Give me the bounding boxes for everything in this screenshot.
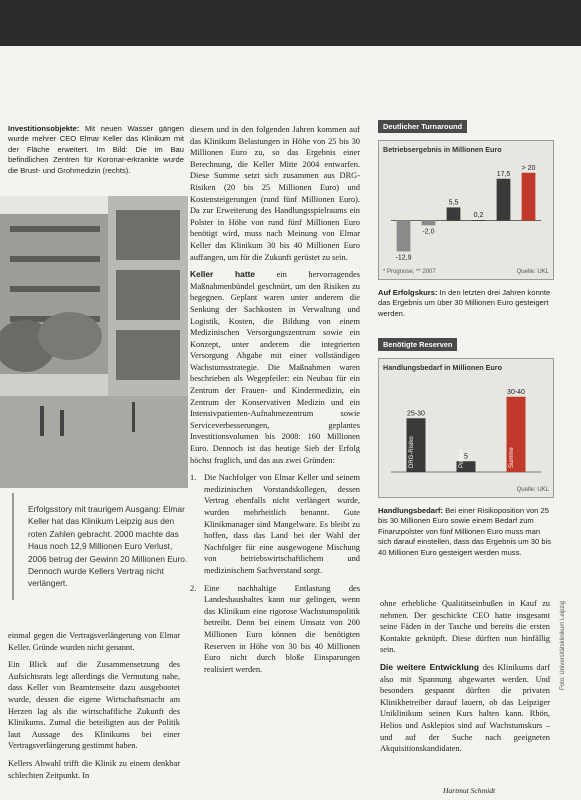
chart-data-label: 30-40	[507, 388, 525, 396]
list-number: 2.	[190, 583, 197, 593]
list-text: Eine nachhaltige Entlastung des Landeshaushaltes kann nur gelingen, wenn das Klinikum eine rigorose Wachstumspolitik betreibt. Denn bei einem Umsatz von 200 Millionen Euro können die benötigten Reserven in Höhe von 30 bis 40 Millionen Euro nicht durch bloße Einsparungen realisiert werden.	[204, 583, 360, 674]
caption-text: Mit neuen Wasser gängen wurde mehrer CEO Elmar Keller das Klinikum mit der Fläche erweitert. Im Bild: Die im Bau befindlichen Zentren für Koronar-erkrankte wurde die Brust- und Grohmedizin (rechts).	[8, 124, 184, 175]
chart-category-label: Summe	[509, 447, 515, 468]
chart-data-label: 5	[464, 453, 468, 461]
chart-bar	[497, 179, 511, 221]
paragraph-entwicklung	[380, 662, 550, 755]
caption-lead: Handlungsbedarf:	[378, 506, 443, 515]
chart-turnaround	[383, 154, 549, 264]
chart-footnote: * Prognose; ** 2007	[383, 269, 436, 275]
column-1-bottom	[8, 630, 180, 787]
box-heading: Benötigte Reserven	[378, 338, 457, 351]
chart-data-label: 5,5	[448, 199, 459, 207]
paragraph: Ein Blick auf die Zusammensetzung des Aufsichtsrats legt allerdings die Vermutung nahe, dass Keller von Beamtenseite dazu ausgebootet wurde, dessen die eigene Wirtschaftsmacht am Herzen lag als die wirtschaftliche Zukunft des Klinikums. Zumal die beteiligten aus der Politik laut Aussage des Klinikums bei einer Vertragsverlängerung gestimmt haben.	[8, 660, 180, 751]
paragraph-keller	[190, 269, 360, 466]
chart-bar	[447, 207, 461, 220]
caption-text: Bei einer Risikoposition von 25 bis 30 Millionen Euro sowie einem Bedarf zum Finanzpolster von fünf Millionen Euro muss man sich darauf einstellen, dass das Ergebnis um 30 bis 40 Millionen Euro gesteigert werden muss.	[378, 506, 552, 557]
chart-bar	[422, 221, 436, 226]
chart-source: Quelle: UKL	[516, 269, 549, 275]
chart-data-label: -2,0	[422, 228, 435, 236]
list-number: 1.	[190, 473, 197, 483]
box-heading: Deutlicher Turnaround	[378, 120, 467, 133]
building-illustration	[0, 196, 188, 488]
pull-quote: Erfolgsstory mit traurigem Ausgang: Elmar Keller hat das Klinikum Leipzig aus den roten Zahlen gebracht. 2000 machte das Haus noch 12,9 Millionen Euro Verlust, 2006 betrug der Gewinn 20 Millionen Euro. Dennoch wurde Kellers Vertrag nicht verlängert.	[12, 493, 202, 600]
box-caption	[378, 506, 554, 558]
list-item	[190, 472, 360, 576]
photo-credit: Foto: Universitätsklinikum Leipzig	[560, 600, 566, 690]
chart-data-label: 0,2	[473, 212, 484, 220]
paragraph: einmal gegen die Vertragsverlängerung von Elmar Keller. Gründe wurden nicht genannt.	[8, 631, 180, 652]
column-2	[190, 124, 360, 681]
paragraph-lead: Die weitere Entwicklung	[380, 661, 480, 672]
caption-lead: Investitionsobjekte:	[8, 124, 80, 133]
chart-data-label: -12,9	[395, 254, 412, 262]
box-caption	[378, 288, 554, 319]
chart-bar	[472, 220, 486, 221]
author-name: Hartmut Schmidt	[443, 786, 496, 795]
hospital-photo	[0, 196, 188, 488]
chart-category-label: Polster	[459, 449, 465, 468]
chart-title: Betriebsergebnis in Millionen Euro	[383, 145, 502, 154]
caption-lead: Auf Erfolgskurs:	[378, 288, 438, 297]
chart-category-label: DRG-Risiko	[409, 436, 415, 468]
paragraph-lead: Keller hatte	[190, 269, 256, 280]
chart-bar	[397, 221, 411, 252]
list-item	[190, 583, 360, 676]
column-3-text	[380, 598, 550, 761]
list-text: Die Nachfolger von Elmar Keller und seinem medizinischen Vorstandskollegen, dessen Vertrag ebenfalls nicht verlängert wurde, wurden mehrheitlich benannt. Gute Klinikmanager sind Mangelware. Es bleibt zu hoffen, dass das Land bei der Wahl der Nachfolger für eine ausgewogene Mischung von betriebswirtschaftlichem und medizinischem Sachverstand sorgt.	[204, 473, 360, 575]
chart-data-label: 25-30	[407, 410, 425, 418]
chart-reserves	[383, 372, 549, 482]
chart-box-reserves	[378, 334, 554, 558]
header-bar	[0, 0, 581, 46]
chart-source: Quelle: UKL	[516, 487, 549, 493]
paragraph-text: ein hervorragendes Maßnahmenbündel geschnürt, um den Risiken zu begegnen. Geplant waren unter anderem die Senkung der Sachkosten in Verwaltung und Logistik, Kosten, die Bildung von einem Medizinischen Versorgungszentrum sowie ein Konzept, unter anderem die integrierten Versorgung Abgabe mit einer vollständigen Wachstumsstrategie. Die Maßnahmen waren beschrieben als Wegepfeiler: ein Neubau für ein Zentrum der Frauen- und Kindermedizin, ein Zentrum der Konservativen Medizin und ein Intensivpatienten-Aufnahmezentrum sowie Serviceverbesserungen, geplantes Investitionsvolumen bis 2008: 160 Millionen Euro. Dennoch ist das heutige Sieb der Erfolg höchst fraglich, und das aus zwei Gründen:	[190, 270, 360, 465]
chart-box-turnaround	[378, 116, 554, 319]
paragraph: diesem und in den folgenden Jahren kommen auf das Klinikum Belastungen in Höhe von 25 bis 30 Millionen Euro zu, so das Ergebnis einer Berechnung, die Keller Mitte 2004 entwarfen. Diese Summe setzt sich zusammen aus DRG-Risiken (20 bis 25 Millionen Euro) und Kostensteigerungen (rund fünf Millionen Euro). Da zur Erweiterung des Handlungsspielraums ein Polster in Höhe von rund fünf Millionen Euro benötigt wird, muss nach Meinung von Elmar Keller das Klinikum 30 bis 40 Millionen Euro auffangen, um für die Zukunft gerüstet zu sein.	[190, 125, 360, 262]
chart-title: Handlungsbedarf in Millionen Euro	[383, 363, 502, 372]
caption-text: In den letzten drei Jahren konnte das Ergebnis um über 30 Millionen Euro gesteigert werden.	[378, 288, 551, 318]
chart-data-label: > 20	[521, 164, 536, 172]
chart-bar	[522, 173, 536, 221]
chart-data-label: 17,5	[496, 170, 511, 178]
paragraph: ohne erhebliche Qualitätseinbußen in Kauf zu nehmen. Der geschickte CEO hatte insgesamt seine Fäden in der Tasche und bereits die ersten Kontakte geknüpft. Diese dürften nun hinfällig sein.	[380, 599, 550, 655]
paragraph-text: des Klinikums darf also mit Spannung abgewartet werden. Und besonders gespannt dürften die privaten Klinikbetreiber darauf lauern, ob das Leipziger Uniklinikum seinen Kurs halten kann. Rhön, Helios und Asklepios sind auf Wachstumskurs – und auf der Suche nach geeigneten Akquisitionskandidaten.	[380, 662, 551, 754]
paragraph: Kellers Abwahl trifft die Klinik zu einem denkbar schlechten Zeitpunkt. In	[8, 758, 180, 780]
photo-caption	[8, 124, 184, 176]
